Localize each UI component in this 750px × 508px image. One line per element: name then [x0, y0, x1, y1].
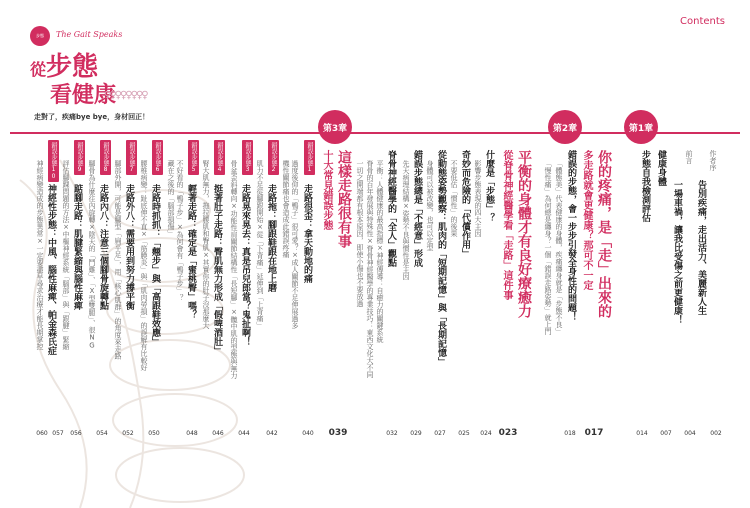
walking-figures-icon: ♀♀♀♀♀♀♀♀: [104, 90, 147, 101]
ch3-entry-4: 走路拖：腳跟鞋跟在地上磨: [266, 184, 276, 292]
ch3-entry-13-page: 050: [148, 430, 160, 437]
chapter2-entry-10: 平衡：人體健康的最高指標×神經傳導：自癒力的關鍵系統: [376, 160, 384, 343]
ch3-entry-17: 走路內八：注意三個腳骨旋轉點: [98, 184, 108, 310]
front-label-1: 作者序: [709, 150, 717, 171]
logo-line1-b: 步態: [46, 52, 99, 82]
front-page-3: 007: [660, 430, 672, 437]
chapter2-entry-5-page: 027: [434, 430, 446, 437]
ch3-entry-22: 神經病變造成的步態異常×一定要盡早尋求治療才能長期掌控: [36, 160, 44, 350]
chapter1-entry-3: 「慢性痛」為何總是纏身？一個「錯誤走路姿勢」就上門: [544, 160, 552, 335]
chapter1-entry-2: 「體態美」代表健康的身體，疾痛纏身就是「步態不良」: [555, 160, 563, 335]
front-item-2: 一場車禍，讓我比受傷之前更健康！: [672, 180, 682, 324]
front-item-3: 健康身體: [656, 150, 666, 186]
front-item-1: 告別疾痛，走出活力、美麗新人生: [696, 180, 706, 315]
chapter2-page: 023: [498, 428, 518, 438]
ch3-label-17: 錯誤步態8: [102, 142, 109, 173]
chapter1-entry-1: 錯誤的步態，會一步步引發全身性的問題！: [566, 150, 576, 321]
chapter2-badge: 第2章: [548, 110, 582, 144]
chapter2-entry-12: 一切之開端都有根本原因，即使小傷也不要放過: [356, 160, 364, 307]
ch3-entry-10: 輕著走路：確定是「蜜桃臀」嗎？: [186, 184, 196, 319]
ch3-entry-21-page: 057: [52, 430, 64, 437]
ch3-label-10: 錯誤步態5: [190, 142, 197, 173]
chapter2-entry-3-page: 025: [458, 430, 470, 437]
chapter2-entry-1-page: 024: [480, 430, 492, 437]
ch3-entry-16: 腳部外開，可能是腳型「扁平足」，用「核心肌群」的角度來走路: [114, 160, 122, 360]
contents-label: Contents: [680, 16, 725, 27]
chapter2-entry-5: 從動態姿勢觀察：肌肉的「短期記憶」與「長期記憶」: [436, 150, 446, 366]
ch3-entry-10-page: 048: [186, 430, 198, 437]
ch3-label-6: 錯誤步態3: [244, 142, 251, 173]
ch3-label-19: 錯誤步態9: [76, 142, 83, 173]
chapter2-entry-1: 什麼是「步態」？: [484, 150, 494, 222]
ch3-entry-4-page: 042: [266, 430, 278, 437]
ch3-label-4: 錯誤步態2: [270, 142, 277, 173]
logo-line1-a: 從: [30, 60, 47, 79]
ch3-entry-17-page: 054: [96, 430, 108, 437]
chapter1-page: 017: [584, 428, 604, 438]
front-item-4: 步態自我檢測評估: [640, 150, 650, 222]
chapter1-badge: 第1章: [624, 110, 658, 144]
ch3-entry-18: 腳骨為什麼往內旋轉×陰天的「鬥雞」、「X型雙腿」、很NG: [88, 160, 96, 350]
chapter2-entry-7: 錯誤步態總是「不經意」形成: [412, 150, 422, 267]
ch3-entry-8: 挺著肚子走路：臀肌無力形成「假啤酒肚」: [212, 184, 222, 355]
ch3-entry-15: 走路外八：需要用到努力撐平衡: [124, 184, 134, 310]
ch3-entry-21: 神經性步態：中風、腦性麻痺、帕金森氏症: [46, 184, 56, 355]
ch3-entry-14: 腰椎病變：趾底伸不直×「筋膜炎」與「肌肉勞損」的誤解有比較好: [140, 160, 148, 371]
chapter2-subtitle: 從脊骨神經醫學看「走路」這件事: [501, 150, 512, 300]
front-label-2: 前言: [685, 150, 693, 164]
chapter3-title: 這樣走路很有事: [336, 150, 352, 248]
chapter3-subtitle: 十大常見錯誤步態: [321, 150, 332, 230]
ch3-entry-6: 走路晃來晃去：真是吊兒郎當？鬼扯啊！: [240, 184, 250, 346]
chapter2-entry-7-page: 029: [410, 430, 422, 437]
ch3-entry-3: 機性關節痛也會造成此錯誤疼痛: [282, 160, 290, 258]
chapter2-entry-2: 影響步態表現的四大主因: [474, 160, 482, 237]
chapter2-title: 平衡的身體才有良好療癒力: [516, 150, 532, 318]
ch3-label-13: 錯誤步態6: [154, 142, 161, 173]
logo-line2: 看健康: [50, 82, 117, 108]
chapter1-subtitle: 多走路就會更健康？那可不一定: [581, 150, 592, 290]
front-page-2: 004: [684, 430, 696, 437]
chapter2-entry-9-page: 032: [386, 430, 398, 437]
front-page-4: 014: [636, 430, 648, 437]
ch3-entry-8-page: 046: [212, 430, 224, 437]
front-page-1: 002: [710, 430, 722, 437]
ch3-entry-6-page: 044: [238, 430, 250, 437]
ch3-entry-9: 腎大肌無力，拖拉腰肌和臀肌×其實你的肚子沒那麼大: [202, 160, 210, 329]
ch3-entry-11: 不好看的「鴨子步」×為何會有「鴨子步」？: [176, 160, 184, 301]
logo-badge: 步態: [30, 26, 50, 46]
ch3-entry-12: 藏在之後的「腦部損傷」: [167, 160, 175, 237]
ch3-entry-15-page: 052: [122, 430, 134, 437]
chapter1-entry-1-page: 018: [564, 430, 576, 437]
ch3-entry-13: 走路時抓抓：「翹步」與「高跟鞋效應」: [150, 184, 160, 346]
ch3-entry-1-page: 040: [302, 430, 314, 437]
ch3-entry-7: 骨盆歪斜轉向×功能性肩關節結構性「長短腳」×髖中肌的型態與無力: [230, 160, 238, 379]
chapter3-page: 039: [328, 428, 348, 438]
chapter1-title: 你的疼痛，是「走」出來的: [596, 150, 612, 318]
ch3-label-8: 錯誤步態4: [216, 142, 223, 173]
chapter3-badge: 第3章: [318, 110, 352, 144]
chapter2-entry-9: 脊骨神經醫學的「全人」觀點: [386, 150, 396, 267]
book-logo: [30, 16, 180, 126]
chapter2-entry-3: 奇妙而危險的「代償作用」: [460, 150, 470, 258]
ch3-label-15: 錯誤步態7: [128, 142, 135, 173]
ch3-entry-1: 走路很歪：拿天動地的痛: [302, 184, 312, 283]
chapter2-entry-6: 身體可以被改變，也可以定型: [426, 160, 434, 251]
ch3-entry-22-page: 060: [36, 430, 48, 437]
ch3-entry-19-page: 056: [70, 430, 82, 437]
ch3-entry-2: 過度後仰的「鴨子」很可愛？×成人關節不足伸展過多: [291, 160, 299, 329]
ch3-entry-5: 肌力不足從腳跟開始×從「下背痛」延伸到「上背痛」: [256, 160, 264, 329]
ch3-label-1: 錯誤步態1: [306, 142, 313, 173]
chapter2-entry-11: 脊骨的百年發展與特殊性×脊骨神經醫學的專業技巧：東西文化大不同: [366, 160, 374, 378]
chapter2-entry-4: 不要低估「慣性」的後果: [450, 160, 458, 237]
logo-tagline: 走對了，疾痛bye bye，身材回正！: [34, 113, 150, 121]
ch3-entry-20: 評估腳踝問題的方法×中樞神經系統「腦部」與「跟腱」緊縮: [62, 160, 70, 350]
ch3-entry-19: 踮腳走路：肌腱緊縮與腦性麻痺: [72, 184, 82, 310]
ch3-label-21: 錯誤步態10: [50, 142, 57, 180]
chapter2-entry-8: 先天病理結構×姿勢不良與慣性是主因: [402, 160, 410, 280]
logo-subtitle: The Gait Speaks: [56, 30, 123, 39]
